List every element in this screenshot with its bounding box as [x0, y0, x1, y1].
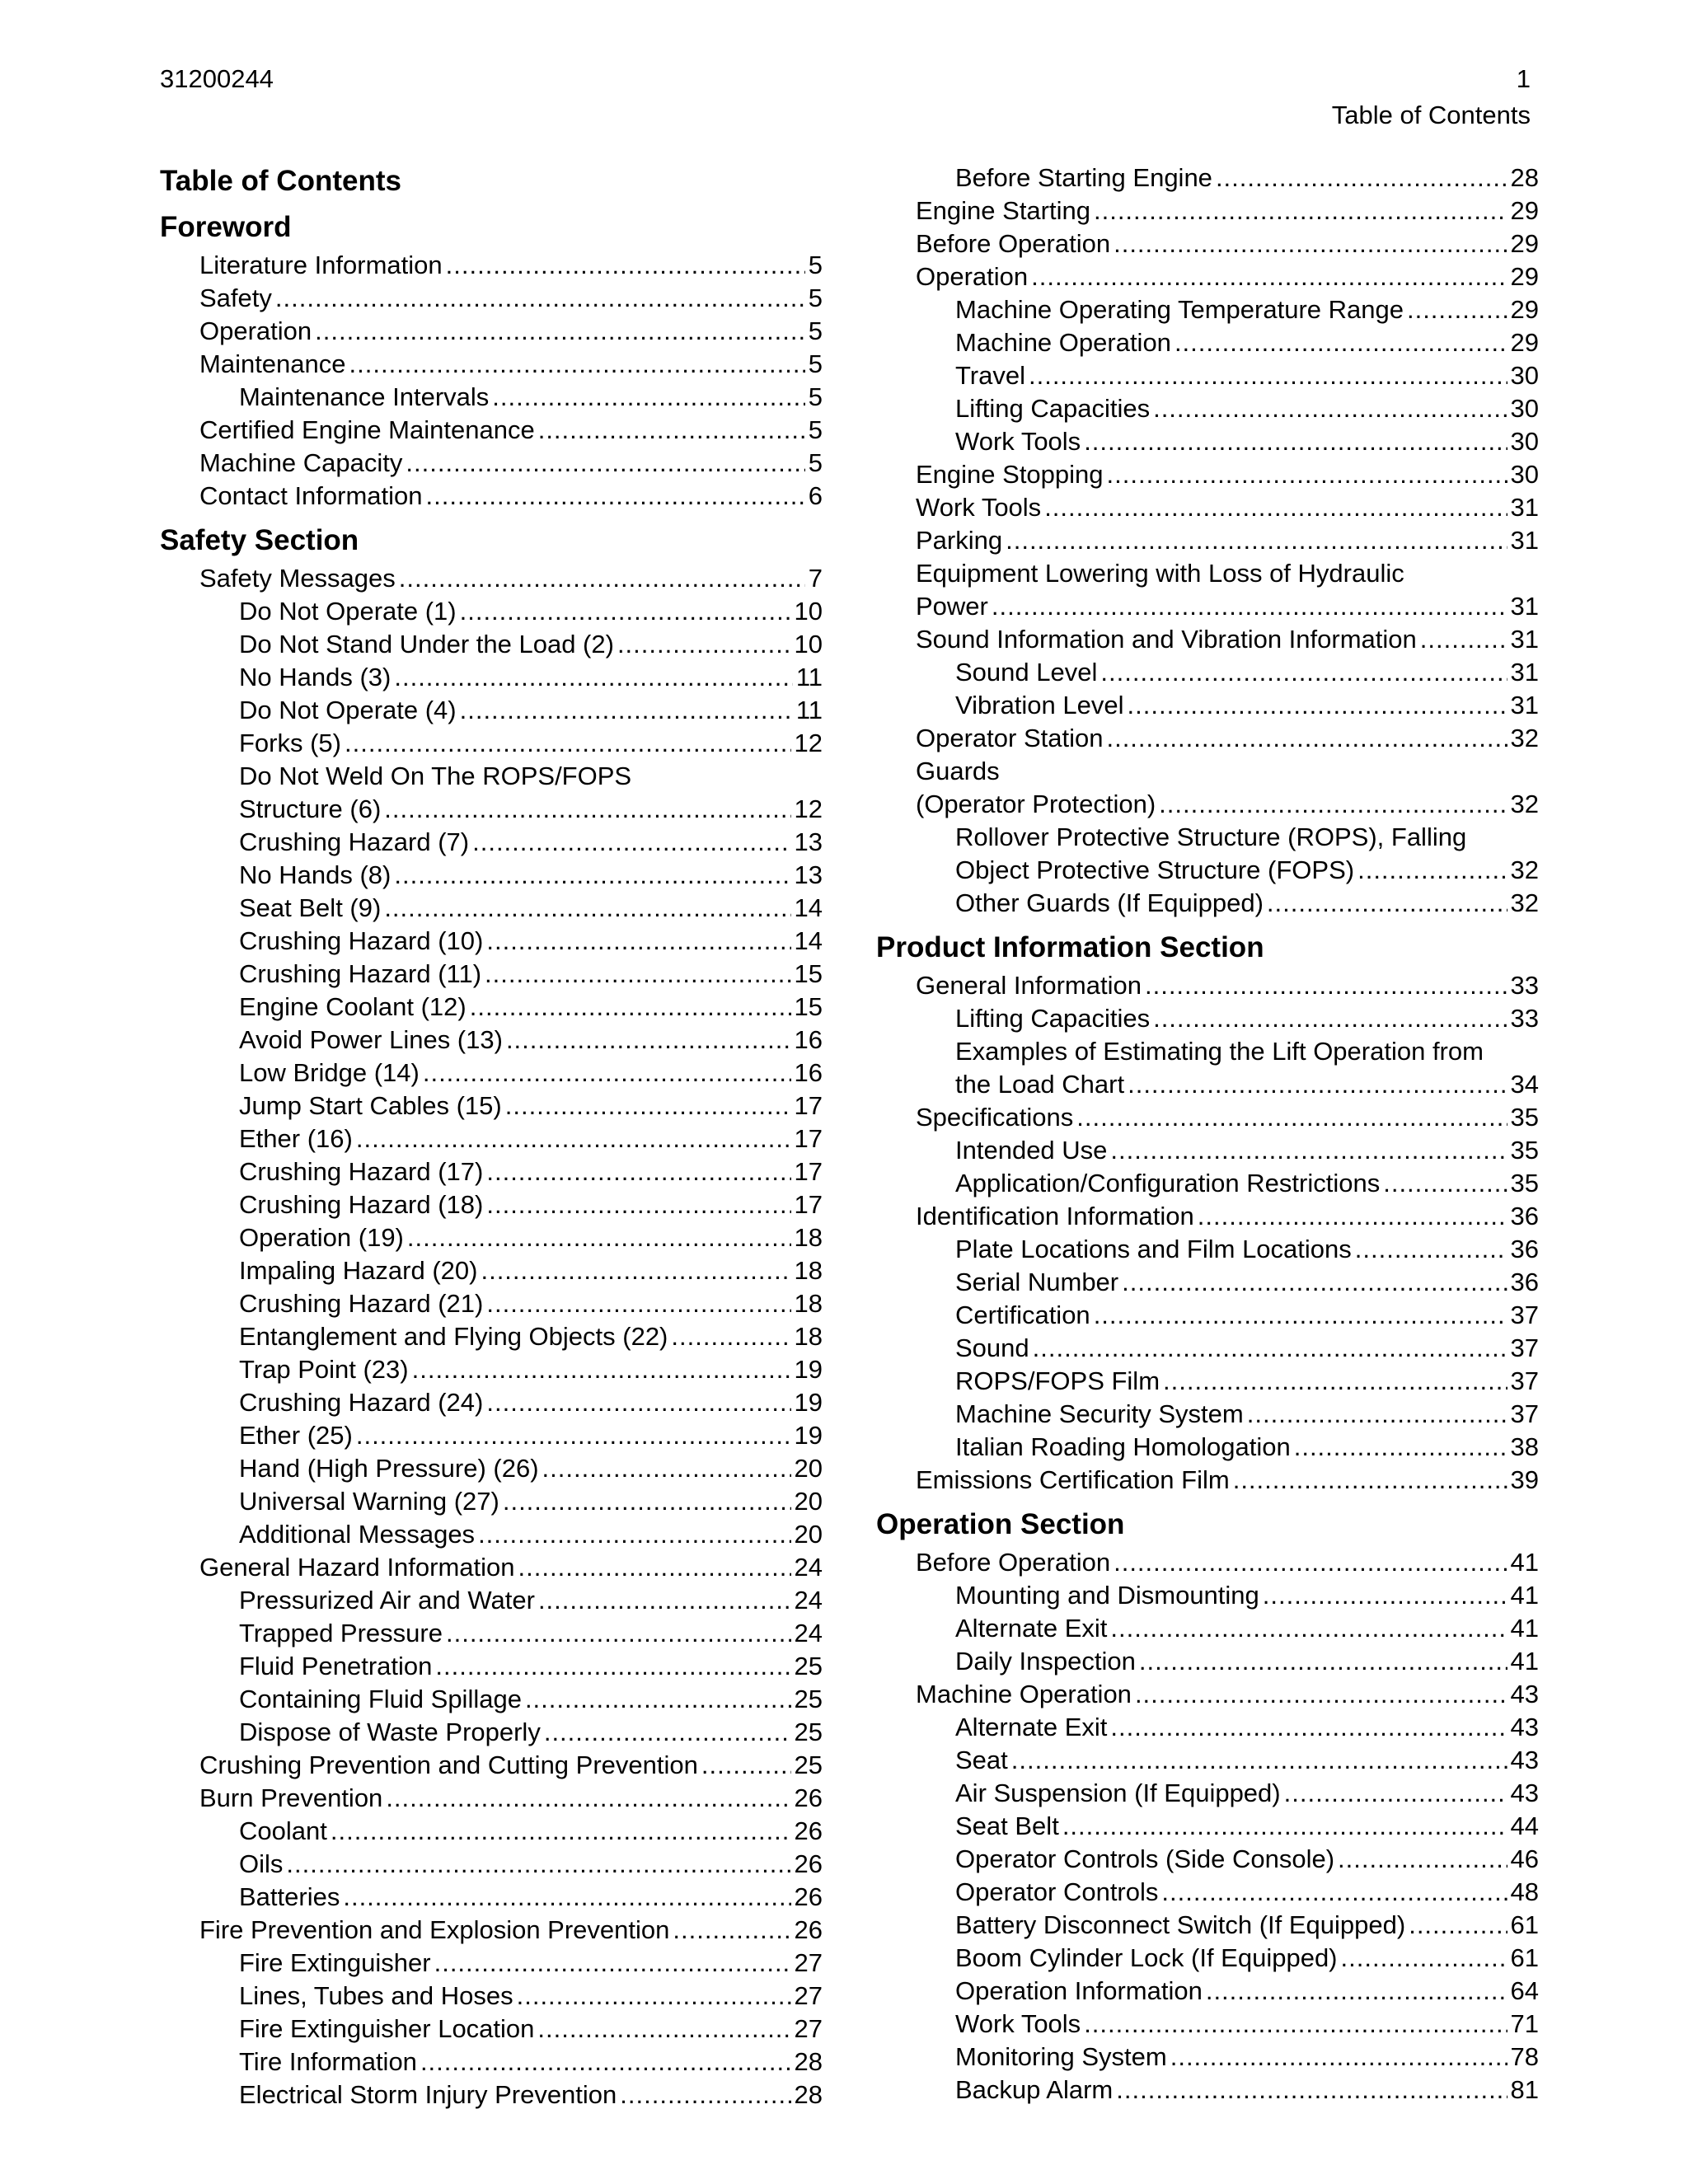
- toc-entry[interactable]: Travel ..... 30: [876, 359, 1539, 392]
- toc-entry[interactable]: Vibration Level ..... 31: [876, 689, 1539, 722]
- toc-entry[interactable]: Engine Coolant (12) ..... 15: [160, 991, 823, 1024]
- toc-entry[interactable]: Fluid Penetration ..... 25: [160, 1650, 823, 1683]
- toc-entry[interactable]: Fire Extinguisher ..... 27: [160, 1947, 823, 1980]
- toc-entry[interactable]: General Hazard Information ..... 24: [160, 1551, 823, 1584]
- toc-entry[interactable]: No Hands (8) ..... 13: [160, 859, 823, 892]
- toc-entry[interactable]: Operator Station ..... 32: [876, 722, 1539, 755]
- toc-entry[interactable]: Trap Point (23) ..... 19: [160, 1353, 823, 1386]
- toc-entry[interactable]: Ether (25) ..... 19: [160, 1419, 823, 1452]
- toc-entry[interactable]: Operation ..... 5: [160, 315, 823, 348]
- toc-entry[interactable]: Backup Alarm ..... 81: [876, 2074, 1539, 2107]
- toc-entry[interactable]: Forks (5) ..... 12: [160, 727, 823, 760]
- toc-entry[interactable]: Maintenance ..... 5: [160, 348, 823, 381]
- toc-entry[interactable]: Do Not Operate (4) ..... 11: [160, 694, 823, 727]
- toc-entry[interactable]: Crushing Hazard (17) ..... 17: [160, 1155, 823, 1188]
- toc-entry[interactable]: Engine Starting ..... 29: [876, 194, 1539, 227]
- toc-column-right: [876, 162, 1539, 2107]
- toc-entry[interactable]: Burn Prevention ..... 26: [160, 1782, 823, 1815]
- toc-entry[interactable]: Tire Information ..... 28: [160, 2046, 823, 2079]
- toc-entry[interactable]: ROPS/FOPS Film ..... 37: [876, 1365, 1539, 1398]
- toc-entry[interactable]: Parking ..... 31: [876, 524, 1539, 557]
- toc-entry[interactable]: Literature Information ..... 5: [160, 249, 823, 282]
- toc-entry[interactable]: Serial Number ..... 36: [876, 1266, 1539, 1299]
- toc-entry[interactable]: Additional Messages ..... 20: [160, 1518, 823, 1551]
- toc-entry[interactable]: Intended Use ..... 35: [876, 1134, 1539, 1167]
- toc-entry[interactable]: Emissions Certification Film ..... 39: [876, 1464, 1539, 1497]
- toc-entry[interactable]: Crushing Hazard (24) ..... 19: [160, 1386, 823, 1419]
- toc-entry[interactable]: Seat ..... 43: [876, 1744, 1539, 1777]
- toc-entry[interactable]: Pressurized Air and Water ..... 24: [160, 1584, 823, 1617]
- toc-entry[interactable]: Crushing Hazard (10) ..... 14: [160, 925, 823, 958]
- toc-entry[interactable]: Seat Belt (9) ..... 14: [160, 892, 823, 925]
- toc-entry[interactable]: Plate Locations and Film Locations ..... 36: [876, 1233, 1539, 1266]
- toc-entry[interactable]: Certified Engine Maintenance ..... 5: [160, 414, 823, 447]
- toc-entry[interactable]: Ether (16) ..... 17: [160, 1122, 823, 1155]
- toc-entry[interactable]: Batteries ..... 26: [160, 1881, 823, 1914]
- toc-entry[interactable]: Mounting and Dismounting ..... 41: [876, 1579, 1539, 1612]
- toc-entry[interactable]: Operation Information ..... 64: [876, 1975, 1539, 2008]
- toc-entry[interactable]: Guards (Operator Protection) ..... 32: [876, 755, 1539, 821]
- toc-entry[interactable]: Identification Information ..... 36: [876, 1200, 1539, 1233]
- toc-entry[interactable]: Examples of Estimating the Lift Operation from the Load Chart ..... 34: [876, 1035, 1539, 1101]
- toc-entry[interactable]: Hand (High Pressure) (26) ..... 20: [160, 1452, 823, 1485]
- toc-entry[interactable]: Electrical Storm Injury Prevention ..... 28: [160, 2079, 823, 2111]
- section-heading-foreword: Foreword: [160, 211, 292, 243]
- section-heading-operation: Operation Section: [876, 1508, 1125, 1540]
- toc-entry[interactable]: Do Not Operate (1) ..... 10: [160, 595, 823, 628]
- toc-entry[interactable]: Air Suspension (If Equipped) ..... 43: [876, 1777, 1539, 1810]
- toc-entry[interactable]: Lines, Tubes and Hoses ..... 27: [160, 1980, 823, 2013]
- toc-entry[interactable]: Avoid Power Lines (13) ..... 16: [160, 1024, 823, 1057]
- toc-entry[interactable]: Do Not Stand Under the Load (2) ..... 10: [160, 628, 823, 661]
- toc-entry[interactable]: Fire Extinguisher Location ..... 27: [160, 2013, 823, 2046]
- toc-entry[interactable]: Equipment Lowering with Loss of Hydraulic Power ..... 31: [876, 557, 1539, 623]
- toc-entry[interactable]: Boom Cylinder Lock (If Equipped) ..... 61: [876, 1942, 1539, 1975]
- toc-entry[interactable]: Daily Inspection ..... 41: [876, 1645, 1539, 1678]
- toc-entry[interactable]: Work Tools ..... 71: [876, 2008, 1539, 2041]
- toc-entry[interactable]: Alternate Exit ..... 41: [876, 1612, 1539, 1645]
- toc-entry[interactable]: Operation (19) ..... 18: [160, 1221, 823, 1254]
- toc-entry[interactable]: No Hands (3) ..... 11: [160, 661, 823, 694]
- toc-entry[interactable]: Crushing Prevention and Cutting Prevention ..... 25: [160, 1749, 823, 1782]
- toc-entry[interactable]: Trapped Pressure ..... 24: [160, 1617, 823, 1650]
- toc-entry[interactable]: Machine Security System ..... 37: [876, 1398, 1539, 1431]
- toc-entry[interactable]: General Information ..... 33: [876, 969, 1539, 1002]
- toc-entry[interactable]: Crushing Hazard (7) ..... 13: [160, 826, 823, 859]
- toc-entry[interactable]: Seat Belt ..... 44: [876, 1810, 1539, 1843]
- toc-entry[interactable]: Sound Level ..... 31: [876, 656, 1539, 689]
- toc-entry[interactable]: Containing Fluid Spillage ..... 25: [160, 1683, 823, 1716]
- toc-entry[interactable]: Sound ..... 37: [876, 1332, 1539, 1365]
- toc-entry[interactable]: Universal Warning (27) ..... 20: [160, 1485, 823, 1518]
- toc-entry[interactable]: Machine Operation ..... 29: [876, 326, 1539, 359]
- toc-entry[interactable]: Machine Capacity ..... 5: [160, 447, 823, 480]
- toc-entry[interactable]: Other Guards (If Equipped) ..... 32: [876, 887, 1539, 920]
- toc-entry[interactable]: Dispose of Waste Properly ..... 25: [160, 1716, 823, 1749]
- running-title: Table of Contents: [1331, 101, 1531, 129]
- toc-column-left: [160, 162, 823, 2111]
- section-heading-safety: Safety Section: [160, 524, 359, 556]
- toc-entry[interactable]: Work Tools ..... 30: [876, 425, 1539, 458]
- toc-entry[interactable]: Certification ..... 37: [876, 1299, 1539, 1332]
- toc-entry[interactable]: Sound Information and Vibration Information ..... 31: [876, 623, 1539, 656]
- toc-entry[interactable]: Contact Information ..... 6: [160, 480, 823, 513]
- toc-entry[interactable]: Low Bridge (14) ..... 16: [160, 1057, 823, 1090]
- toc-entry[interactable]: Operator Controls (Side Console) ..... 46: [876, 1843, 1539, 1876]
- toc-entry[interactable]: Jump Start Cables (15) ..... 17: [160, 1090, 823, 1122]
- toc-entry[interactable]: Italian Roading Homologation ..... 38: [876, 1431, 1539, 1464]
- page-number: 1: [1516, 64, 1531, 93]
- toc-entry[interactable]: Specifications ..... 35: [876, 1101, 1539, 1134]
- toc-entry[interactable]: Alternate Exit ..... 43: [876, 1711, 1539, 1744]
- toc-title: Table of Contents: [160, 165, 401, 197]
- toc-entry[interactable]: Crushing Hazard (21) ..... 18: [160, 1287, 823, 1320]
- toc-entry[interactable]: Safety Messages ..... 7: [160, 562, 823, 595]
- toc-entry[interactable]: Engine Stopping ..... 30: [876, 458, 1539, 491]
- toc-entry[interactable]: Machine Operating Temperature Range ..... 29: [876, 293, 1539, 326]
- toc-entry[interactable]: Battery Disconnect Switch (If Equipped) ..... 61: [876, 1909, 1539, 1942]
- toc-entry[interactable]: Work Tools ..... 31: [876, 491, 1539, 524]
- toc-entry[interactable]: Rollover Protective Structure (ROPS), Falling Object Protective Structure (FOPS) ..... 32: [876, 821, 1539, 887]
- toc-entry[interactable]: Crushing Hazard (11) ..... 15: [160, 958, 823, 991]
- toc-entry[interactable]: Coolant ..... 26: [160, 1815, 823, 1848]
- toc-entry[interactable]: Lifting Capacities ..... 30: [876, 392, 1539, 425]
- document-number: 31200244: [160, 64, 274, 93]
- toc-entry[interactable]: Before Starting Engine ..... 28: [876, 162, 1539, 194]
- toc-entry[interactable]: Crushing Hazard (18) ..... 17: [160, 1188, 823, 1221]
- toc-entry[interactable]: Entanglement and Flying Objects (22) ..... 18: [160, 1320, 823, 1353]
- toc-entry[interactable]: Fire Prevention and Explosion Prevention ..... 26: [160, 1914, 823, 1947]
- toc-entry[interactable]: Operator Controls ..... 48: [876, 1876, 1539, 1909]
- toc-entry[interactable]: Impaling Hazard (20) ..... 18: [160, 1254, 823, 1287]
- toc-entry[interactable]: Safety ..... 5: [160, 282, 823, 315]
- toc-entry[interactable]: Before Operation ..... 29: [876, 227, 1539, 260]
- toc-entry[interactable]: Maintenance Intervals ..... 5: [160, 381, 823, 414]
- toc-entry[interactable]: Lifting Capacities ..... 33: [876, 1002, 1539, 1035]
- toc-entry[interactable]: Before Operation ..... 41: [876, 1546, 1539, 1579]
- section-heading-product-information: Product Information Section: [876, 931, 1264, 963]
- toc-entry[interactable]: Machine Operation ..... 43: [876, 1678, 1539, 1711]
- toc-entry[interactable]: Do Not Weld On The ROPS/FOPS Structure (6) ..... 12: [160, 760, 823, 826]
- toc-entry[interactable]: Application/Configuration Restrictions ..... 35: [876, 1167, 1539, 1200]
- toc-entry[interactable]: Oils ..... 26: [160, 1848, 823, 1881]
- toc-entry[interactable]: Monitoring System ..... 78: [876, 2041, 1539, 2074]
- toc-entry[interactable]: Operation ..... 29: [876, 260, 1539, 293]
